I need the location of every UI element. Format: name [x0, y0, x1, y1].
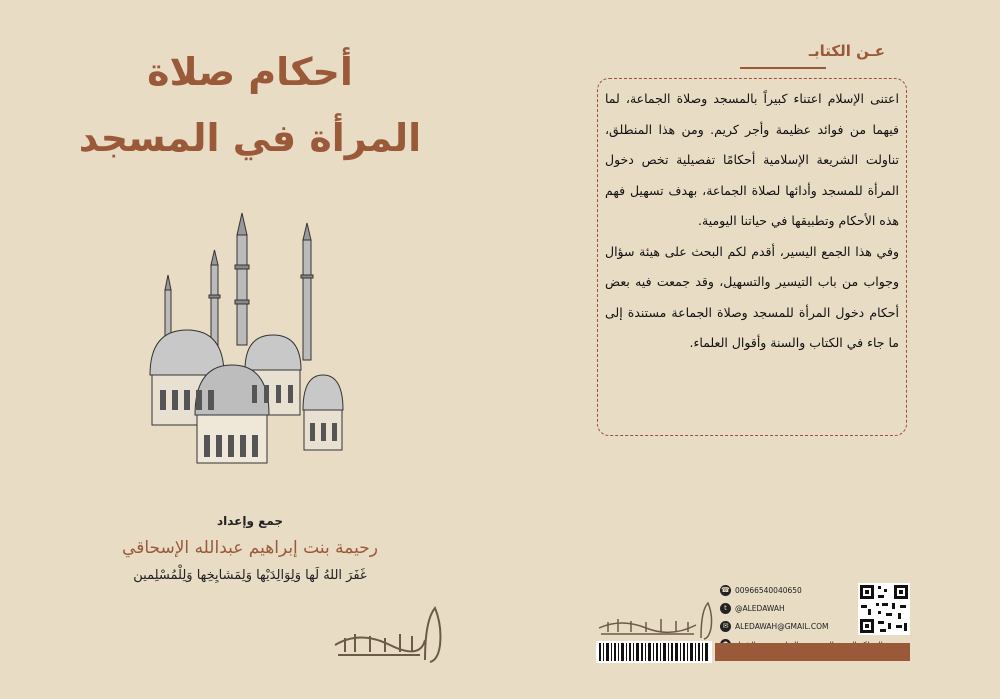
- contact-phone: [720, 582, 860, 598]
- qr-code: [858, 583, 910, 635]
- publisher-logo-back: [596, 600, 714, 640]
- mosque-illustration: [140, 205, 355, 465]
- about-book-heading: عـن الكتابـ: [808, 42, 885, 60]
- compiled-by-label: جمع وإعداد: [216, 514, 284, 528]
- email-icon: ✉: [720, 621, 731, 632]
- phone-number: 00966540040650: [735, 585, 802, 595]
- heading-underline: [740, 67, 826, 69]
- email-address: ALEDAWAH@GMAIL.COM: [735, 621, 829, 631]
- about-paragraph-2: وفي هذا الجمع اليسير، أقدم لكم البحث على هيئة سؤال وجواب من باب التيسير والتسهيل، وقد جمعت فيه بعض أحكام دخول المرأة للمسجد وصلاة الجماعة مستندة إلى ما جاء في الكتاب والسنة وأقوال العلماء.: [605, 243, 899, 350]
- contact-twitter: [720, 600, 860, 616]
- twitter-icon: t: [720, 603, 731, 614]
- twitter-handle: @ALEDAWAH: [735, 603, 785, 613]
- contact-email: [720, 618, 860, 634]
- about-book-text: [605, 84, 899, 359]
- title-line-1: أحكام صلاة: [147, 50, 353, 94]
- about-paragraph-1: اعتنى الإسلام اعتناء كبيراً بالمسجد وصلاة الجماعة، لما فيهما من فوائد عظيمة وأجر كريم. ومن هذا المنطلق، تناولت الشريعة الإسلامية أحكامًا تفصيلية تخص دخول المرأة للمسجد وأدائها لصلاة الجماعة، بهدف تسهيل فهم هذه الأحكام وتطبيقها في حياتنا اليومية.: [605, 91, 899, 228]
- barcode: [596, 641, 712, 663]
- decorative-strip: [715, 643, 910, 661]
- author-name: رحيمة بنت إبراهيم عبدالله الإسحاقي: [122, 538, 378, 558]
- publisher-logo: [330, 600, 470, 665]
- title-line-2: المرأة في المسجد: [78, 116, 422, 160]
- dua-line: غَفَرَ اللهُ لَها وَلِوَالِدَيْها وَلِمَشايِخِها وَلِلْمُسْلِمين: [133, 568, 367, 583]
- phone-icon: ☎: [721, 586, 730, 594]
